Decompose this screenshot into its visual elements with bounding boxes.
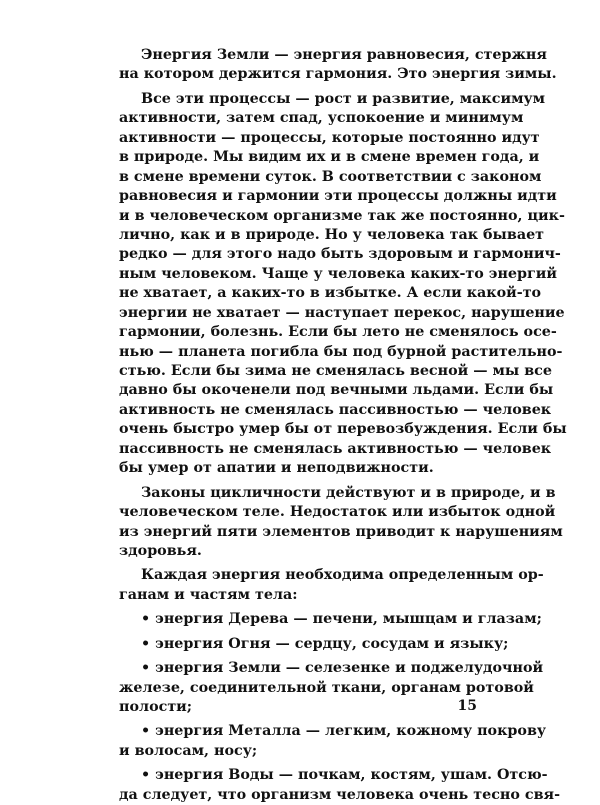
text-line: нью — планета погибла бы под бурной растительно- (119, 343, 563, 360)
paragraph (119, 46, 557, 85)
text-line: очень быстро умер бы от перевозбуждения. Если бы (119, 421, 567, 438)
text-line: гармонии, болезнь. Если бы лето не сменялось осе- (119, 324, 557, 341)
text-line: и в человеческом организме так же постоянно, цик- (119, 207, 565, 224)
text-line: стью. Если бы зима не сменялась весной — мы все (119, 363, 552, 379)
text-line: давно бы окоченели под вечными льдами. Если бы (119, 382, 554, 399)
text-line: на котором держится гармония. Это энергия зимы. (119, 66, 557, 83)
text-line: • энергия Дерева — печени, мышцам и глазам; (141, 611, 542, 628)
paragraph (119, 659, 544, 717)
text-line: редко — для этого надо быть здоровым и гармонич- (119, 246, 561, 263)
paragraph (119, 90, 567, 479)
text-line: лично, как и в природе. Но у человека так бывает (119, 226, 545, 243)
text-line: Все эти процессы — рост и развитие, максимум (141, 90, 546, 107)
text-line: да следует, что организм человека очень тесно свя- (119, 786, 561, 803)
text-line: равновесия и гармонии эти процессы должны идти (119, 188, 557, 205)
text-line: активности — процессы, которые постоянно идут (119, 129, 540, 146)
paragraph (119, 610, 542, 629)
text-line: в смене времени суток. В соответствии с законом (119, 168, 542, 185)
text-line: энергии не хватает — наступает перекос, нарушение (119, 304, 565, 321)
text-line: • энергия Земли — селезенке и поджелудочной (141, 660, 544, 677)
text-line: железе, соединительной ткани, органам ротовой (119, 679, 534, 696)
paragraph (119, 635, 509, 654)
page-number: 15 (457, 698, 477, 714)
text-line: Каждая энергия необходима определенным ор- (141, 567, 544, 584)
text-line: активность не сменялась пассивностью — человек (119, 401, 552, 418)
text-line: ганам и частям тела: (119, 586, 298, 603)
text-line: • энергия Воды — почкам, костям, ушам. Отсю- (141, 767, 548, 784)
text-line: и волосам, носу; (119, 742, 258, 759)
text-line: человеческом теле. Недостаток или избыток одной (119, 504, 556, 521)
text-line: бы умер от апатии и неподвижности. (119, 460, 434, 477)
text-line: полости; (119, 699, 193, 715)
paragraph (119, 566, 544, 605)
text-line: ным человеком. Чаще у человека каких-то энергий (119, 265, 557, 282)
text-line: не хватает, а каких-то в избытке. А если какой-то (119, 285, 542, 302)
paragraph (119, 484, 563, 562)
body-text (119, 46, 567, 805)
text-line: здоровья. (119, 542, 202, 559)
text-line: пассивность не сменялась активностью — человек (119, 440, 552, 457)
paragraph (119, 766, 561, 805)
text-line: • энергия Металла — легким, кожному покрову (141, 723, 547, 740)
text-line: Энергия Земли — энергия равновесия, стержня (141, 47, 547, 63)
text-line: активности, затем спад, успокоение и минимум (119, 110, 524, 127)
text-line: • энергия Огня — сердцу, сосудам и языку; (141, 635, 509, 652)
text-line: из энергий пяти элементов приводит к нарушениям (119, 523, 563, 540)
paragraph (119, 722, 547, 761)
text-line: Законы цикличности действуют и в природе, и в (141, 484, 556, 501)
text-line: в природе. Мы видим их и в смене времен года, и (119, 149, 540, 166)
